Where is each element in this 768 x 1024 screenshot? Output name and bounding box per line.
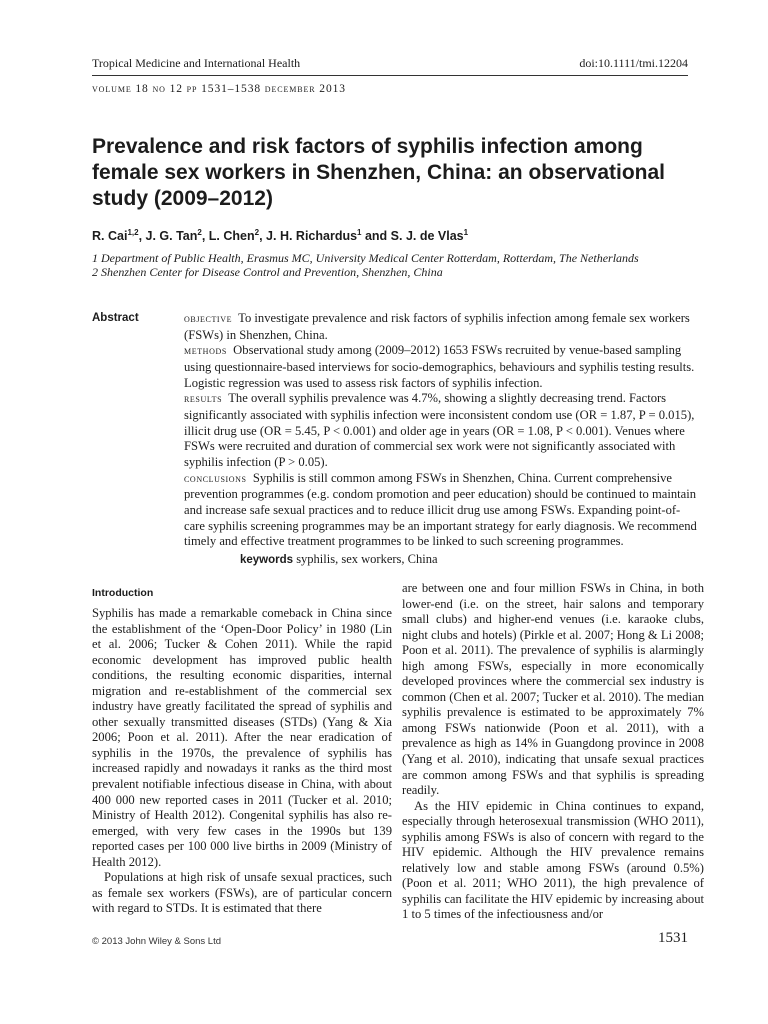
header-rule [92, 75, 688, 76]
page-number: 1531 [658, 930, 688, 946]
objective-label: objective [184, 313, 233, 325]
author-affil-sup: 1 [463, 228, 469, 237]
results-label: results [184, 393, 223, 406]
paragraph: Populations at high risk of unsafe sexual practices, such as female sex workers (FSWs), are of particular concern with regard to STDs. It is estimated that there [92, 870, 392, 916]
author-affil-sup: 2 [197, 228, 202, 237]
running-header-journal: Tropical Medicine and International Health [92, 56, 301, 70]
methods-label: methods [184, 345, 227, 358]
objective-text: To investigate prevalence and risk factors of syphilis infection among female sex workers (FSWs) in Shenzhen, China. [184, 311, 690, 342]
abstract-body [184, 311, 699, 550]
abstract-label: Abstract [92, 312, 139, 324]
author-name: L. Chen [208, 229, 255, 244]
article-title: Prevalence and risk factors of syphilis infection among female sex workers in Shenzhen, China: an observational study (2009–2012) [92, 135, 666, 210]
conclusions-label: conclusions [184, 472, 247, 485]
keywords-label: keywords [240, 554, 294, 566]
methods-text: Observational study among (2009–2012) 1653 FSWs recruited by venue-based sampling using questionnaire-based interviews for socio-demographics, behaviours and syphilis testing results. Logistic regression was used to assess risk factors of syphilis infection. [184, 343, 695, 390]
author-name: J. H. Richardus [266, 229, 358, 244]
author-affil-sup: 1 [357, 228, 362, 237]
paragraph: are between one and four million FSWs in China, in both lower-end (i.e. on the street, hair salons and temporary small clubs) and higher-end venues (i.e. karaoke clubs, night clubs and hotels) (Pirkle et al. 2007; Hong & Li 2008; Poon et al. 2011). The prevalence of syphilis is alarmingly high among FSWs, especially in more economically developed provinces where the commercial sex industry is common (Chen et al. 2007; Tucker et al. 2010). The median syphilis prevalence is estimated to be approximately 7% among FSWs nationwide (Poon et al. 2011), with a prevalence as high as 14% in Guangdong province in 2008 (Yang et al. 2010), indicating that unsafe sexual practices are common among FSWs and that syphilis is spreading readily. [402, 581, 704, 798]
affiliations [92, 251, 639, 279]
author-affil-sup: 2 [254, 228, 260, 237]
section-heading-introduction: Introduction [92, 587, 154, 599]
volume-line: volume 18 no 12 pp 1531–1538 december 2013 [92, 83, 346, 95]
author-affil-sup: 1,2 [127, 228, 139, 237]
text-column-left [92, 606, 392, 917]
conclusions-text: Syphilis is still common among FSWs in Shenzhen, China. Current comprehensive prevention programmes (e.g. condom promotion and peer education) should be continued to maintain and increase safe sexual practices and to reduce illicit drug use among FSWs. Expanding point-of-care syphilis screening programmes may be an important strategy for early diagnosis. We recommend timely and effective treatment programmes to be linked to such screening programmes. [184, 470, 697, 549]
copyright-notice: © 2013 John Wiley & Sons Ltd [92, 936, 221, 947]
paragraph: Syphilis has made a remarkable comeback in China since the establishment of the ‘Open-Door Policy’ in 1980 (Lin et al. 2006; Tucker & Cohen 2011). While the rapid economic development has improved public health conditions, the resulting economic disparities, internal migration and re-establishment of the commercial sex industry have greatly facilitated the spread of syphilis and other sexually transmitted diseases (STDs) (Yang & Xia 2006; Poon et al. 2011). After the near eradication of syphilis in the 1970s, the prevalence of syphilis has increased rapidly and nowadays it ranks as the third most prevalent notifiable infectious disease in China, with about 400 000 new reported cases in 2011 (Tucker et al. 2010; Ministry of Health 2012). Congenital syphilis has also re-emerged, with very few cases in the 1990s but 139 reported cases per 100 000 live births in 2009 (Ministry of Health 2012). [92, 606, 392, 869]
affiliation: 2 Shenzhen Center for Disease Control and Prevention, Shenzhen, China [92, 265, 443, 279]
author-name: R. Cai [92, 229, 128, 244]
running-header-doi: doi:10.1111/tmi.12204 [579, 56, 688, 70]
keywords-text: syphilis, sex workers, China [296, 552, 438, 566]
results-text: The overall syphilis prevalence was 4.7%, showing a slightly decreasing trend. Factors significantly associated with syphilis infection were inconsistent condom use (OR = 1.87, P = 0.015), illicit drug use (OR = 5.45, P < 0.001) and older age in years (OR = 1.08, P < 0.001). Venues where FSWs were recruited and duration of commercial sex work were not significantly associated with syphilis infection (P > 0.05). [184, 391, 695, 469]
text-column-right [402, 581, 704, 923]
author-name: J. G. Tan [145, 229, 198, 244]
affiliation: 1 Department of Public Health, Erasmus MC, University Medical Center Rotterdam, Rotterdam, The Netherlands [92, 251, 639, 265]
paragraph: As the HIV epidemic in China continues to expand, especially through heterosexual transmission (WHO 2011), syphilis among FSWs is also of concern with regard to the HIV epidemic. Although the HIV prevalence remains relatively low and stable among FSWs (around 0.5%) (Poon et al. 2011; WHO 2011), the high prevalence of syphilis can facilitate the HIV epidemic by increasing about 1 to 5 times of the infectiousness and/or [402, 798, 704, 922]
keywords-line [240, 552, 438, 567]
author-name: S. J. de Vlas [390, 229, 464, 244]
author-list: R. Cai$^{1,2}$, J. G. Tan$^2$, L. Chen$^2$, J. H. Richardus$^1$ and S. J. de Vlas$^1$ [92, 228, 469, 244]
